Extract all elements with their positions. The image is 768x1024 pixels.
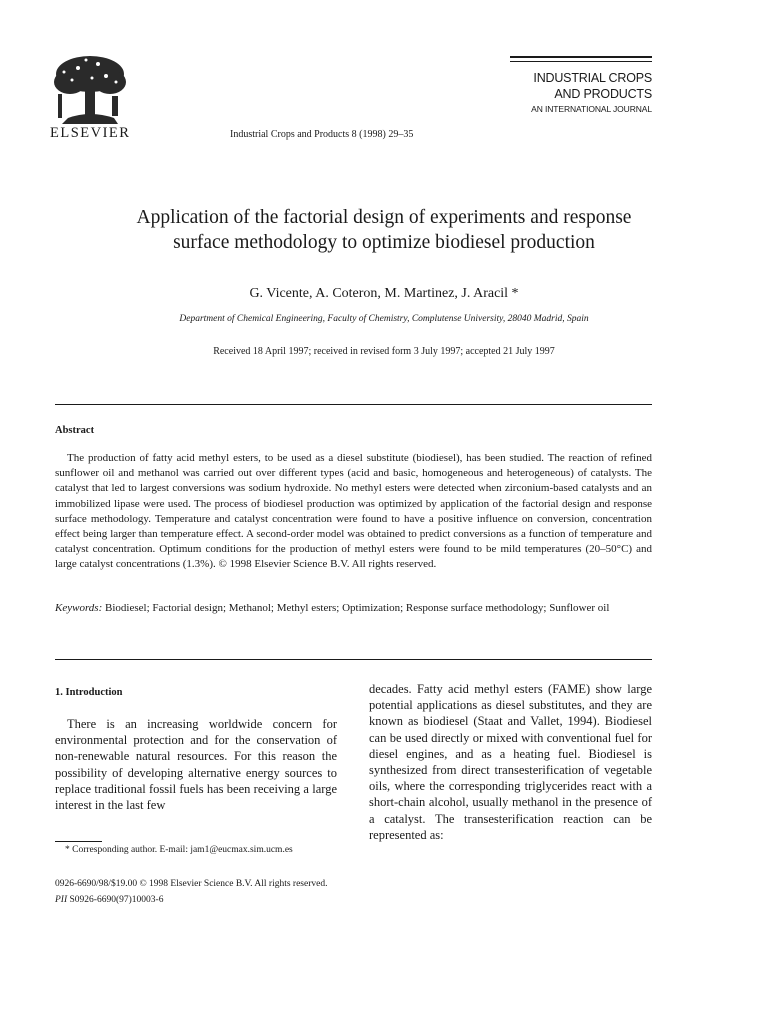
journal-title-box: [510, 56, 652, 114]
introduction-paragraph-1: There is an increasing worldwide concern for environmental protection and for the conservation of non-renewable natural resources. For this reason the possibility of developing alternative energy sources to replace traditional fossil fuels has been receiving a large interest in the last few: [55, 717, 337, 813]
footnote-rule: [55, 841, 102, 842]
journal-title-line1: INDUSTRIAL CROPS: [533, 71, 652, 85]
abstract-body: The production of fatty acid methyl esters, to be used as a diesel substitute (biodiesel), has been studied. The reaction of refined sunflower oil and methanol was carried out over different types (acid and basic, homogeneous and heterogeneous) of catalysts. The catalyst that led to largest conversions was sodium hydroxide. No methyl esters were detected when zirconium-based catalysts and an immobilized lipase were used. The process of biodiesel production was optimized by application of the factorial design and response surface methodology. Temperature and catalyst concentration were found to have a positive influence on conversion, concentration effect being larger than temperature effect. A second-order model was obtained to predict conversions as a function of temperature and catalyst concentration. Optimum conditions for the production of methyl esters were found to be mild temperatures (20–50°C) and large catalyst concentrations (1.3%). © 1998 Elsevier Science B.V. All rights reserved.: [55, 452, 652, 571]
journal-subtitle: AN INTERNATIONAL JOURNAL: [531, 104, 652, 114]
tree-logo-icon: [48, 52, 132, 126]
article-title-line2: surface methodology to optimize biodiesel production: [173, 232, 595, 253]
keywords-line: [55, 601, 652, 616]
pii-label: PII: [55, 895, 68, 905]
pii-line: [55, 895, 163, 905]
journal-rule-thin: [510, 61, 652, 62]
journal-rule-thick: [510, 56, 652, 58]
keywords-list: Biodiesel; Factorial design; Methanol; Methyl esters; Optimization; Response surface methodology; Sunflower oil: [105, 602, 610, 614]
author-affiliation: Department of Chemical Engineering, Faculty of Chemistry, Complutense University, 28040 Madrid, Spain: [179, 314, 589, 324]
article-title: [40, 205, 728, 255]
abstract-bottom-rule: [55, 659, 652, 660]
journal-title: [510, 70, 652, 102]
pii-value: S0926-6690(97)10003-6: [69, 895, 164, 905]
article-title-line1: Application of the factorial design of experiments and response: [136, 207, 632, 228]
introduction-heading: 1. Introduction: [55, 687, 123, 698]
corresponding-author-footnote: * Corresponding author. E-mail: jam1@eucmax.sim.ucm.es: [65, 845, 293, 855]
journal-title-line2: AND PRODUCTS: [554, 87, 652, 101]
received-dates: Received 18 April 1997; received in revised form 3 July 1997; accepted 21 July 1997: [213, 346, 555, 357]
abstract-top-rule: [55, 404, 652, 405]
article-authors: G. Vicente, A. Coteron, M. Martinez, J. Aracil *: [249, 286, 519, 301]
copyright-line: 0926-6690/98/$19.00 © 1998 Elsevier Science B.V. All rights reserved.: [55, 879, 328, 889]
keywords-label: Keywords:: [55, 602, 103, 614]
publisher-name: ELSEVIER: [50, 125, 131, 141]
journal-reference: Industrial Crops and Products 8 (1998) 29–35: [230, 129, 414, 140]
abstract-heading: Abstract: [55, 425, 95, 436]
introduction-paragraph-2: decades. Fatty acid methyl esters (FAME) show large potential applications as diesel substitutes, and they are known as biodiesel (Staat and Vallet, 1994). Biodiesel can be used directly or mixed with conventional fuel for diesel engines, and as a heating fuel. Biodiesel is synthesized from direct transesterification of vegetable oils, where the corresponding triglycerides react with a short-chain alcohol, usually methanol in the presence of a catalyst. The transesterification reaction can be represented as:: [369, 682, 652, 842]
